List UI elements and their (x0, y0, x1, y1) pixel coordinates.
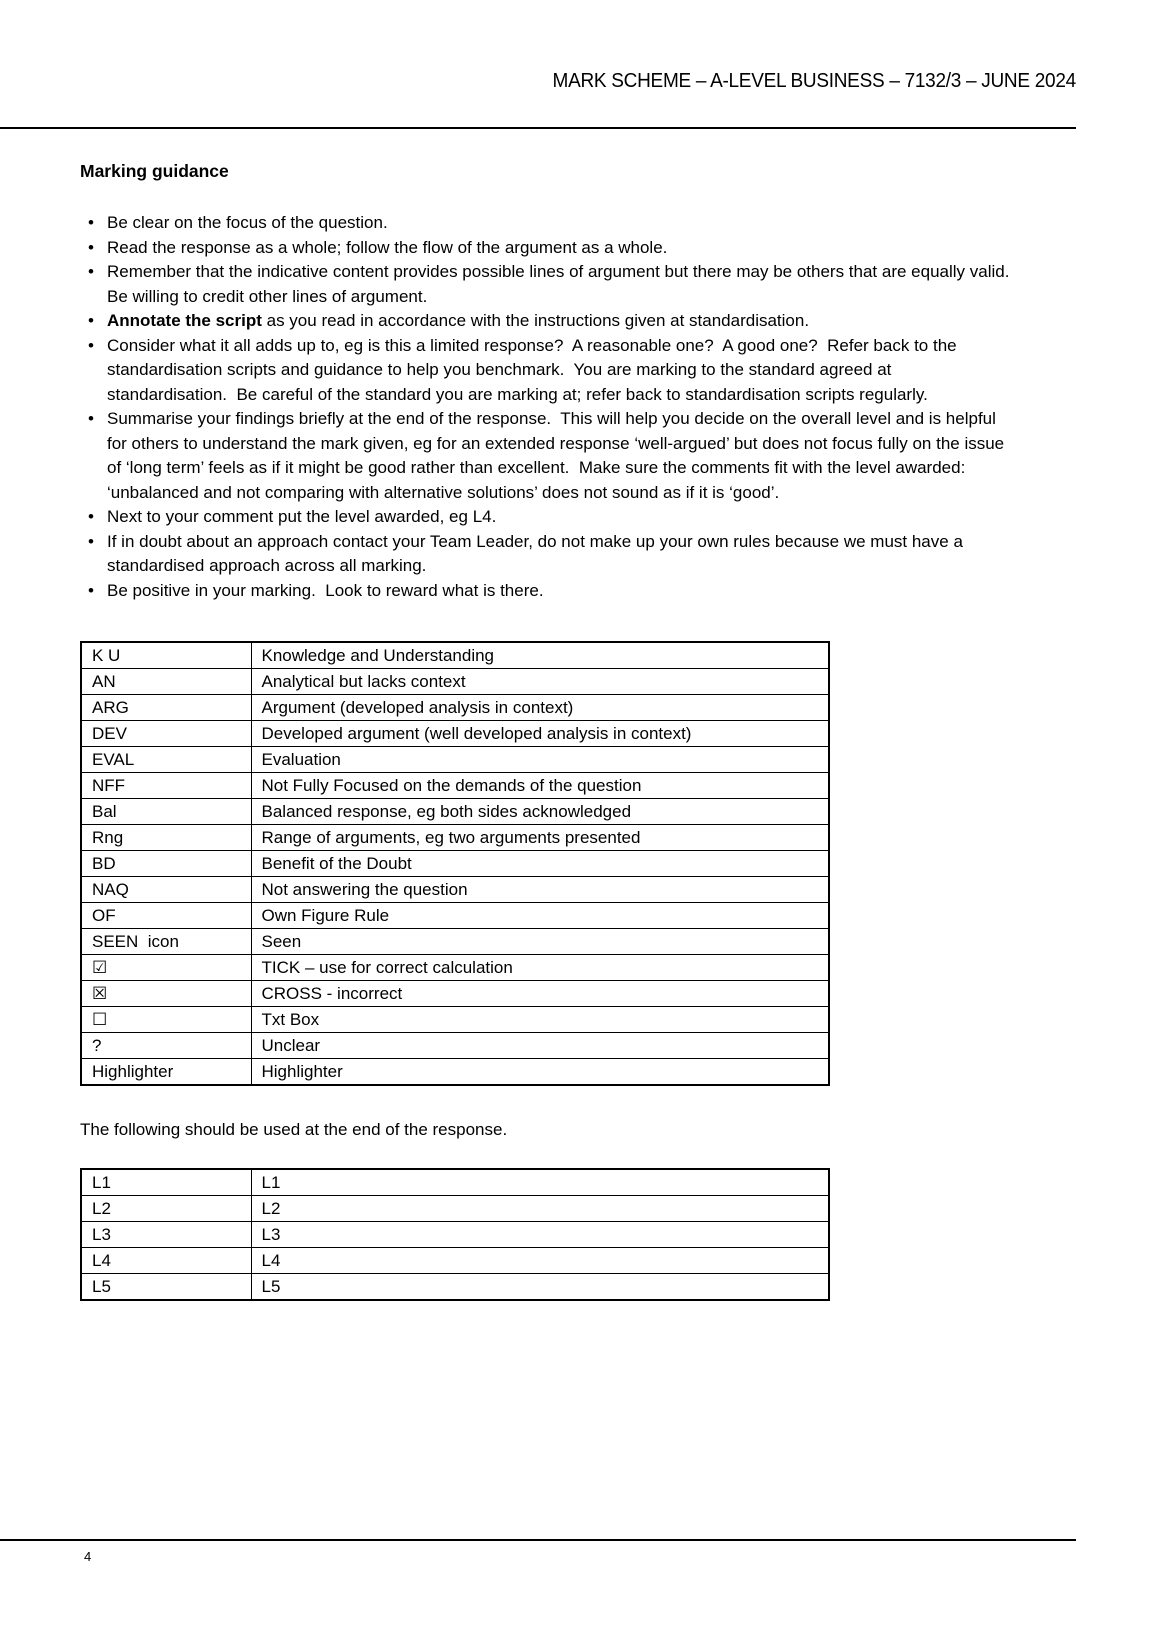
annotation-code: DEV (81, 721, 251, 747)
annotation-description: Highlighter (251, 1059, 829, 1086)
guidance-bullet: • Read the response as a whole; follow the flow of the argument as a whole. (88, 236, 1016, 261)
level-row (81, 1222, 829, 1248)
annotations-table (80, 641, 830, 1086)
annotation-row (81, 695, 829, 721)
guidance-bullet: • Summarise your findings briefly at the end of the response. This will help you decide on the overall level and is helpful for others to understand the mark given, eg for an extended response ‘well-argued’ but does not focus fully on the issue of ‘long term’ feels as if it might be good rather than excellent. Make sure the comments fit with the level awarded: ‘unbalanced and not comparing with alternative solutions’ does not sound as if it is ‘good’. (88, 407, 1016, 505)
annotation-description: Argument (developed analysis in context) (251, 695, 829, 721)
annotation-description: Developed argument (well developed analysis in context) (251, 721, 829, 747)
level-description: L4 (251, 1248, 829, 1274)
section-heading: Marking guidance (80, 161, 229, 181)
guidance-bullet-list (80, 211, 1019, 603)
annotation-row (81, 929, 829, 955)
annotation-code: ? (81, 1033, 251, 1059)
annotation-code: SEEN icon (81, 929, 251, 955)
annotation-description: Unclear (251, 1033, 829, 1059)
annotation-description: Balanced response, eg both sides acknowledged (251, 799, 829, 825)
annotation-row (81, 877, 829, 903)
annotation-description: TICK – use for correct calculation (251, 955, 829, 981)
guidance-bullet: • Consider what it all adds up to, eg is this a limited response? A reasonable one? A good one? Refer back to the standardisation scripts and guidance to help you benchmark. You are marking to the standard agreed at standardisation. Be careful of the standard you are marking at; refer back to standardisation scripts regularly. (88, 334, 1016, 408)
annotation-description: Benefit of the Doubt (251, 851, 829, 877)
annotation-row (81, 981, 829, 1007)
annotation-code: EVAL (81, 747, 251, 773)
annotation-row (81, 1033, 829, 1059)
annotation-code: ARG (81, 695, 251, 721)
guidance-bullet: • Remember that the indicative content provides possible lines of argument but there may be others that are equally valid. Be willing to credit other lines of argument. (88, 260, 1016, 309)
level-code: L4 (81, 1248, 251, 1274)
tick-checkbox-icon: ☑ (81, 955, 251, 981)
page-header (0, 0, 1158, 92)
cross-checkbox-icon: ☒ (81, 981, 251, 1007)
page-content (80, 161, 1076, 1301)
annotation-row (81, 903, 829, 929)
annotation-row (81, 642, 829, 669)
annotation-row (81, 721, 829, 747)
annotation-row (81, 747, 829, 773)
annotation-description: Evaluation (251, 747, 829, 773)
guidance-bullet: • Be clear on the focus of the question. (88, 211, 1016, 236)
annotation-code: NAQ (81, 877, 251, 903)
annotation-description: Range of arguments, eg two arguments presented (251, 825, 829, 851)
annotation-code: K U (81, 642, 251, 669)
level-description: L1 (251, 1169, 829, 1196)
guidance-bullet: • If in doubt about an approach contact your Team Leader, do not make up your own rules because we must have a standardised approach across all marking. (88, 530, 1016, 579)
guidance-bullet: • Next to your comment put the level awarded, eg L4. (88, 505, 1016, 530)
annotation-code: Rng (81, 825, 251, 851)
annotation-description: CROSS - incorrect (251, 981, 829, 1007)
annotation-description: Own Figure Rule (251, 903, 829, 929)
footer-divider (0, 1539, 1076, 1541)
page-number: 4 (84, 1549, 92, 1564)
annotation-description: Analytical but lacks context (251, 669, 829, 695)
guidance-bullet: • Be positive in your marking. Look to reward what is there. (88, 579, 1016, 604)
annotation-code: OF (81, 903, 251, 929)
level-code: L5 (81, 1274, 251, 1301)
level-code: L1 (81, 1169, 251, 1196)
level-code: L2 (81, 1196, 251, 1222)
annotation-code: AN (81, 669, 251, 695)
annotation-row (81, 955, 829, 981)
level-description: L3 (251, 1222, 829, 1248)
annotation-row (81, 851, 829, 877)
empty-checkbox-icon: ☐ (81, 1007, 251, 1033)
annotation-code: Highlighter (81, 1059, 251, 1086)
level-row (81, 1248, 829, 1274)
annotation-row (81, 799, 829, 825)
annotation-row (81, 773, 829, 799)
header-title: MARK SCHEME – A-LEVEL BUSINESS – 7132/3 – JUNE 2024 (552, 70, 1076, 92)
header-divider (0, 127, 1076, 129)
levels-intro-text: The following should be used at the end of the response. (80, 1120, 508, 1139)
annotation-row (81, 1007, 829, 1033)
level-row (81, 1196, 829, 1222)
annotation-description: Knowledge and Understanding (251, 642, 829, 669)
level-description: L2 (251, 1196, 829, 1222)
annotation-row (81, 825, 829, 851)
annotation-description: Seen (251, 929, 829, 955)
annotation-code: NFF (81, 773, 251, 799)
level-row (81, 1169, 829, 1196)
annotation-description: Not Fully Focused on the demands of the question (251, 773, 829, 799)
annotation-description: Txt Box (251, 1007, 829, 1033)
annotation-description: Not answering the question (251, 877, 829, 903)
annotation-code: BD (81, 851, 251, 877)
annotation-row (81, 669, 829, 695)
level-code: L3 (81, 1222, 251, 1248)
guidance-bullet: • Annotate the script as you read in accordance with the instructions given at standardisation. (88, 309, 1016, 334)
levels-table (80, 1168, 830, 1301)
level-description: L5 (251, 1274, 829, 1301)
annotation-row (81, 1059, 829, 1086)
annotation-code: Bal (81, 799, 251, 825)
level-row (81, 1274, 829, 1301)
